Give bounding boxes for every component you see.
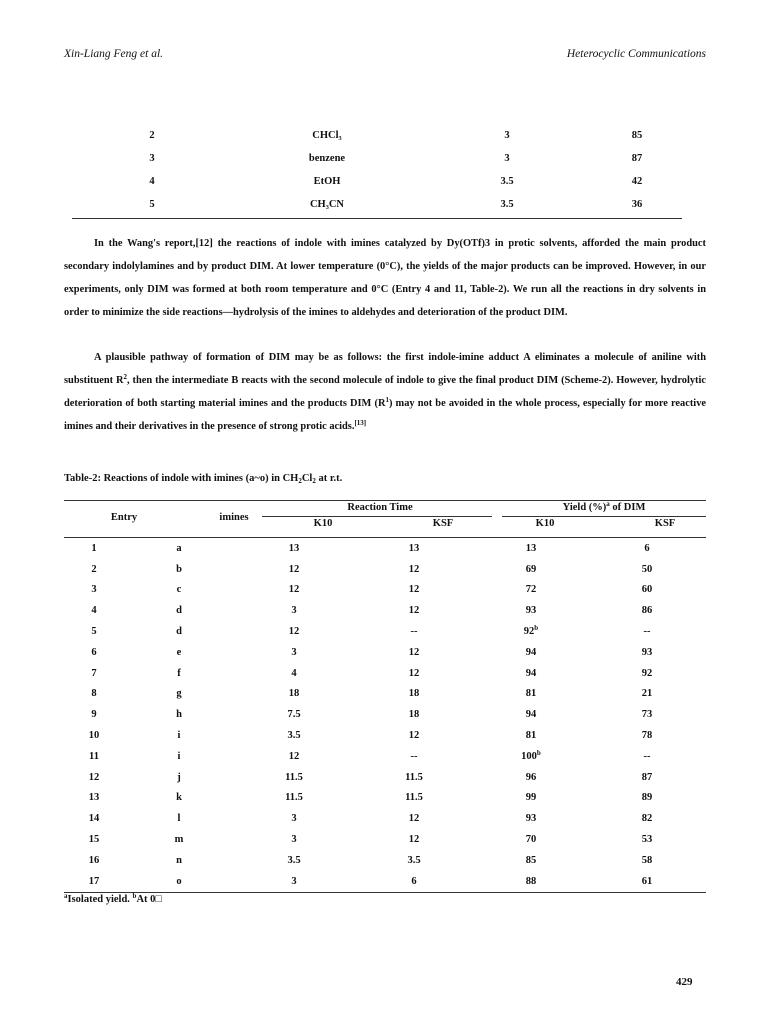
table-cell-y-k10: 70 [525, 834, 537, 846]
table-row [64, 850, 706, 871]
table-cell-t-ksf: 11.5 [405, 771, 423, 783]
table-2-caption: Table-2: Reactions of indole with imines (a~o) in $CH_2Cl_2$ at r.t. [64, 473, 343, 485]
table-2-header [64, 501, 706, 537]
table-cell-imine: n [176, 854, 182, 866]
table-cell: 85 [631, 130, 643, 141]
table-row [64, 538, 706, 559]
table-cell: 42 [631, 176, 643, 187]
table-cell-y-ksf: 61 [641, 875, 653, 887]
running-header-authors: Xin-Liang Feng et al. [64, 48, 164, 60]
table-cell-entry: 8 [91, 688, 97, 700]
table-cell-t-ksf: 12 [408, 646, 420, 658]
table-cell-y-ksf: 78 [641, 730, 653, 742]
table-row [64, 642, 706, 663]
table-cell-t-k10: 12 [288, 563, 300, 575]
table-row [64, 559, 706, 580]
table-cell: 2 [149, 130, 155, 141]
header-yield-ksf: KSF [654, 518, 676, 529]
table-cell-t-ksf: 12 [408, 563, 420, 575]
table-cell-t-k10: 3 [291, 813, 297, 825]
table-cell: 3 [504, 130, 510, 141]
table-cell-entry: 13 [88, 792, 100, 804]
table-cell-t-ksf: 12 [408, 584, 420, 596]
table-cell-t-k10: 7.5 [287, 709, 301, 721]
table-row [64, 725, 706, 746]
table-row [64, 621, 706, 642]
table-cell-t-ksf: 18 [408, 688, 420, 700]
table-cell-t-k10: 12 [288, 626, 300, 638]
table-2-footnote: $^a$Isolated yield. $^b$At 0□ [64, 891, 162, 905]
table-cell-entry: 4 [91, 605, 97, 617]
table-cell-t-k10: 11.5 [285, 771, 303, 783]
header-time-ksf: KSF [432, 518, 454, 529]
table-cell-imine: h [176, 709, 182, 721]
table-cell-t-ksf: 12 [408, 730, 420, 742]
table-cell-y-ksf: 53 [641, 834, 653, 846]
table-cell-y-k10: 94 [525, 709, 537, 721]
table-cell-y-k10: 13 [525, 542, 537, 554]
table-cell-entry: 15 [88, 834, 100, 846]
table-cell-t-k10: 12 [288, 584, 300, 596]
paragraph-wang-report: In the Wang's report,[12] the reactions of indole with imines catalyzed by Dy(OTf)3 in protic solvents, afforded the main product secondary indolylamines and by product DIM. At lower temperature (0°C), the yields of the major products can be improved. However, in our experiments, only DIM was formed at both room temperature and 0°C (Entry 4 and 11, Table-2). We run all the reactions in dry solvents in order to minimize the side reactions—hydrolysis of the imines to aldehydes and deterioration of the product DIM. [64, 238, 706, 318]
table-cell: CHCl₃ [312, 130, 342, 141]
table-row [64, 684, 706, 705]
table-cell-y-k10: 81 [525, 730, 537, 742]
table-row [64, 600, 706, 621]
table-cell-imine: g [176, 688, 182, 700]
table-cell-t-ksf: 13 [408, 542, 420, 554]
table-cell-t-ksf: 12 [408, 813, 420, 825]
table-cell-t-k10: 3.5 [287, 730, 301, 742]
table-cell-y-ksf: 58 [641, 854, 653, 866]
header-yield-k10: K10 [535, 518, 555, 529]
table-cell-entry: 3 [91, 584, 97, 596]
header-yield: Yield (%)$^a$ of DIM [562, 500, 646, 513]
table-cell: 36 [631, 199, 643, 210]
table-cell-t-ksf: 6 [411, 875, 417, 887]
table-cell-y-ksf: 60 [641, 584, 653, 596]
table-row [72, 147, 682, 170]
table-cell-y-ksf: 87 [641, 771, 653, 783]
table-cell: 3.5 [500, 176, 514, 187]
table-cell-y-ksf: 82 [641, 813, 653, 825]
table-cell-y-ksf: 93 [641, 646, 653, 658]
table-row [64, 871, 706, 892]
table-cell-y-k10: 69 [525, 563, 537, 575]
table-cell-entry: 16 [88, 854, 100, 866]
table-cell-imine: o [176, 875, 182, 887]
header-reaction-time: Reaction Time [347, 502, 413, 513]
table-1-continuation [72, 124, 682, 219]
table-cell: 3.5 [500, 199, 514, 210]
table-cell-t-ksf: 11.5 [405, 792, 423, 804]
table-cell-entry: 9 [91, 709, 97, 721]
table-cell-t-k10: 3 [291, 875, 297, 887]
table-cell-imine: f [177, 667, 181, 679]
table-row [72, 170, 682, 193]
table-cell-imine: l [177, 813, 181, 825]
table-cell: 4 [149, 176, 155, 187]
table-cell-y-k10: 100$^b$ [521, 748, 541, 762]
table-row [64, 663, 706, 684]
table-cell-entry: 7 [91, 667, 97, 679]
table-cell-t-k10: 4 [291, 667, 297, 679]
table-cell-entry: 14 [88, 813, 100, 825]
table-cell-t-k10: 11.5 [285, 792, 303, 804]
table-cell-y-ksf: 86 [641, 605, 653, 617]
table-cell-t-k10: 18 [288, 688, 300, 700]
running-header-journal: Heterocyclic Communications [566, 48, 706, 60]
table-cell-t-ksf: 12 [408, 667, 420, 679]
header-time-k10: K10 [313, 518, 333, 529]
table-cell-y-k10: 81 [525, 688, 537, 700]
table-cell-t-ksf: -- [410, 750, 418, 762]
table-cell-y-ksf: -- [643, 750, 651, 762]
table-cell-t-k10: 12 [288, 750, 300, 762]
table-cell-y-k10: 93 [525, 813, 537, 825]
table-cell-y-k10: 92$^b$ [523, 624, 539, 638]
table-cell-t-ksf: 12 [408, 834, 420, 846]
table-row [64, 767, 706, 788]
page-number: 429 [676, 976, 693, 988]
table-cell: EtOH [313, 176, 341, 187]
table-cell-imine: i [177, 750, 181, 762]
table-row [64, 580, 706, 601]
table-cell: CH₃CN [309, 199, 345, 210]
table-cell-imine: b [176, 563, 182, 575]
table-row [72, 124, 682, 147]
table-cell-y-ksf: 50 [641, 563, 653, 575]
table-cell-y-ksf: 92 [641, 667, 653, 679]
table-row [72, 193, 682, 216]
table-cell-entry: 6 [91, 646, 97, 658]
table-cell-imine: c [176, 584, 182, 596]
table-cell-y-ksf: 21 [641, 688, 653, 700]
table-cell-y-ksf: 6 [644, 542, 650, 554]
table-cell-entry: 5 [91, 626, 97, 638]
table-cell-entry: 2 [91, 563, 97, 575]
table-row [64, 829, 706, 850]
table-cell: benzene [308, 153, 346, 164]
table-cell-t-k10: 13 [288, 542, 300, 554]
table-cell-t-k10: 3.5 [287, 854, 301, 866]
table-cell-entry: 12 [88, 771, 100, 783]
table-cell-t-ksf: 3.5 [407, 854, 421, 866]
table-cell-imine: j [177, 771, 181, 783]
table-row [64, 808, 706, 829]
table-cell: 5 [149, 199, 155, 210]
table-cell-imine: m [174, 834, 184, 846]
table-2 [64, 500, 706, 905]
table-cell-entry: 10 [88, 730, 100, 742]
table-cell-imine: e [176, 646, 182, 658]
table-cell-y-k10: 88 [525, 875, 537, 887]
table-cell-y-ksf: 73 [641, 709, 653, 721]
header-entry: Entry [110, 512, 138, 523]
table-cell: 3 [504, 153, 510, 164]
table-cell-entry: 17 [88, 875, 100, 887]
table-cell-y-k10: 93 [525, 605, 537, 617]
table-cell-imine: d [176, 626, 182, 638]
table-cell-t-k10: 3 [291, 646, 297, 658]
table-cell-t-ksf: 18 [408, 709, 420, 721]
table-cell-t-k10: 3 [291, 605, 297, 617]
table-cell-t-ksf: 12 [408, 605, 420, 617]
table-cell-y-ksf: 89 [641, 792, 653, 804]
table-2-body [64, 538, 706, 892]
header-imines: imines [219, 512, 249, 523]
table-cell-t-ksf: -- [410, 626, 418, 638]
paragraph-plausible-pathway: A plausible pathway of formation of DIM may be as follows: the first indole-imine adduct A eliminates a molecule of aniline with substituent $R^2$, then the intermediate B reacts with the second molecule of indole to give the final product DIM (Scheme-2). However, hydrolytic deterioration of both starting material imines and the products DIM $(R^1)$ may not be avoided in the whole process, especially for more reactive imines and their derivatives in the presence of strong protic acids.[13] [64, 352, 707, 432]
table-cell: 87 [631, 153, 643, 164]
table-cell-y-k10: 85 [525, 854, 537, 866]
table-cell-y-k10: 99 [525, 792, 537, 804]
table-cell-entry: 11 [89, 750, 99, 762]
table-cell-imine: d [176, 605, 182, 617]
table-cell-y-k10: 94 [525, 667, 537, 679]
table-cell-t-k10: 3 [291, 834, 297, 846]
table-cell-imine: k [176, 792, 182, 804]
table-row [64, 704, 706, 725]
table-row [64, 746, 706, 767]
table-cell-y-k10: 96 [525, 771, 537, 783]
table-cell-entry: 1 [91, 542, 97, 554]
table-row [64, 788, 706, 809]
table-cell-imine: i [177, 730, 181, 742]
table-cell-y-k10: 94 [525, 646, 537, 658]
table-cell-y-ksf: -- [643, 626, 651, 638]
table-cell-y-k10: 72 [525, 584, 537, 596]
table-cell-imine: a [176, 542, 182, 554]
table-cell: 3 [149, 153, 155, 164]
